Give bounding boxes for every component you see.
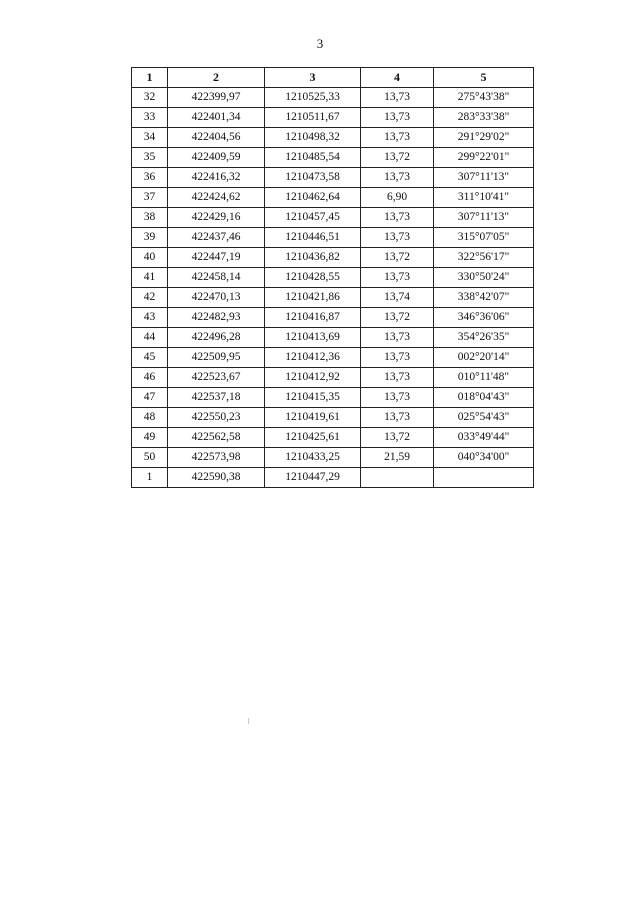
table-row — [132, 468, 534, 488]
table-cell-col-5: 354°26'35" — [434, 328, 534, 348]
table-cell-col-2: 422399,97 — [168, 88, 265, 108]
table-cell-col-3: 1210416,87 — [265, 308, 361, 328]
coordinates-table-container — [131, 67, 533, 488]
table-cell-col-2: 422550,23 — [168, 408, 265, 428]
page-number: 3 — [316, 36, 324, 51]
table-cell-col-1: 37 — [132, 188, 168, 208]
table-cell-col-4: 13,72 — [361, 248, 434, 268]
table-cell-col-3: 1210446,51 — [265, 228, 361, 248]
table-cell-col-4: 13,72 — [361, 428, 434, 448]
table-cell-col-5: 307°11'13" — [434, 168, 534, 188]
table-cell-col-2: 422429,16 — [168, 208, 265, 228]
table-cell-col-5: 346°36'06" — [434, 308, 534, 328]
table-cell-col-4: 13,73 — [361, 368, 434, 388]
table-cell-col-2: 422470,13 — [168, 288, 265, 308]
header-cell-col-3: 3 — [265, 68, 361, 88]
table-cell-col-5: 018°04'43" — [434, 388, 534, 408]
table-cell-col-3: 1210421,86 — [265, 288, 361, 308]
table-cell-col-2: 422590,38 — [168, 468, 265, 488]
table-body — [132, 88, 534, 488]
table-cell-col-3: 1210457,45 — [265, 208, 361, 228]
table-cell-col-1: 32 — [132, 88, 168, 108]
table-cell-col-4: 6,90 — [361, 188, 434, 208]
table-cell-col-1: 49 — [132, 428, 168, 448]
table-cell-col-4: 13,74 — [361, 288, 434, 308]
table-cell-col-3: 1210436,82 — [265, 248, 361, 268]
table-row — [132, 108, 534, 128]
table-cell-col-3: 1210511,67 — [265, 108, 361, 128]
table-row — [132, 288, 534, 308]
table-cell-col-4: 13,73 — [361, 408, 434, 428]
header-cell-col-5: 5 — [434, 68, 534, 88]
table-cell-col-5: 033°49'44" — [434, 428, 534, 448]
table-row — [132, 88, 534, 108]
table-row — [132, 428, 534, 448]
table-row — [132, 328, 534, 348]
table-cell-col-3: 1210447,29 — [265, 468, 361, 488]
table-cell-col-3: 1210412,92 — [265, 368, 361, 388]
table-cell-col-5: 330°50'24" — [434, 268, 534, 288]
table-cell-col-1: 36 — [132, 168, 168, 188]
table-cell-col-1: 38 — [132, 208, 168, 228]
table-cell-col-2: 422523,67 — [168, 368, 265, 388]
table-cell-col-4: 13,73 — [361, 228, 434, 248]
table-cell-col-2: 422562,58 — [168, 428, 265, 448]
table-cell-col-5: 322°56'17" — [434, 248, 534, 268]
table-row — [132, 308, 534, 328]
table-cell-col-3: 1210498,32 — [265, 128, 361, 148]
table-cell-col-2: 422404,56 — [168, 128, 265, 148]
table-cell-col-5: 275°43'38" — [434, 88, 534, 108]
header-cell-col-2: 2 — [168, 68, 265, 88]
table-cell-col-1: 48 — [132, 408, 168, 428]
table-cell-col-1: 50 — [132, 448, 168, 468]
table-cell-col-3: 1210473,58 — [265, 168, 361, 188]
table-cell-col-1: 1 — [132, 468, 168, 488]
table-cell-col-2: 422496,28 — [168, 328, 265, 348]
table-cell-col-1: 44 — [132, 328, 168, 348]
table-cell-col-3: 1210428,55 — [265, 268, 361, 288]
table-row — [132, 208, 534, 228]
table-cell-col-4: 21,59 — [361, 448, 434, 468]
table-cell-col-4: 13,73 — [361, 388, 434, 408]
table-cell-col-1: 43 — [132, 308, 168, 328]
table-cell-col-3: 1210433,25 — [265, 448, 361, 468]
table-cell-col-2: 422509,95 — [168, 348, 265, 368]
table-cell-col-3: 1210415,35 — [265, 388, 361, 408]
table-cell-col-2: 422447,19 — [168, 248, 265, 268]
table-cell-col-1: 42 — [132, 288, 168, 308]
table-cell-col-2: 422482,93 — [168, 308, 265, 328]
table-cell-col-5: 299°22'01" — [434, 148, 534, 168]
coordinates-table — [131, 67, 534, 488]
table-row — [132, 248, 534, 268]
table-cell-col-2: 422416,32 — [168, 168, 265, 188]
table-cell-col-1: 33 — [132, 108, 168, 128]
table-row — [132, 408, 534, 428]
table-cell-col-1: 34 — [132, 128, 168, 148]
table-cell-col-5: 025°54'43" — [434, 408, 534, 428]
table-cell-col-1: 45 — [132, 348, 168, 368]
table-cell-col-1: 40 — [132, 248, 168, 268]
table-cell-col-2: 422437,46 — [168, 228, 265, 248]
table-row — [132, 148, 534, 168]
table-row — [132, 388, 534, 408]
table-row — [132, 168, 534, 188]
table-cell-col-4: 13,73 — [361, 348, 434, 368]
header-row — [132, 68, 534, 88]
table-row — [132, 348, 534, 368]
table-cell-col-2: 422401,34 — [168, 108, 265, 128]
table-cell-col-1: 46 — [132, 368, 168, 388]
table-cell-col-1: 47 — [132, 388, 168, 408]
table-cell-col-3: 1210425,61 — [265, 428, 361, 448]
table-cell-col-5: 040°34'00" — [434, 448, 534, 468]
table-cell-col-3: 1210485,54 — [265, 148, 361, 168]
table-cell-col-4: 13,73 — [361, 208, 434, 228]
table-cell-col-2: 422409,59 — [168, 148, 265, 168]
table-cell-col-5: 291°29'02" — [434, 128, 534, 148]
scan-artifact-mark — [248, 718, 249, 724]
table-cell-col-3: 1210462,64 — [265, 188, 361, 208]
table-cell-col-5: 283°33'38" — [434, 108, 534, 128]
header-cell-col-4: 4 — [361, 68, 434, 88]
table-cell-col-5: 338°42'07" — [434, 288, 534, 308]
table-row — [132, 228, 534, 248]
table-cell-col-2: 422458,14 — [168, 268, 265, 288]
table-row — [132, 448, 534, 468]
table-cell-col-5 — [434, 468, 534, 488]
table-cell-col-4: 13,73 — [361, 128, 434, 148]
table-cell-col-4 — [361, 468, 434, 488]
table-cell-col-4: 13,72 — [361, 148, 434, 168]
table-cell-col-1: 35 — [132, 148, 168, 168]
table-cell-col-2: 422573,98 — [168, 448, 265, 468]
table-cell-col-5: 311°10'41" — [434, 188, 534, 208]
table-cell-col-5: 307°11'13" — [434, 208, 534, 228]
table-row — [132, 128, 534, 148]
table-cell-col-3: 1210419,61 — [265, 408, 361, 428]
table-cell-col-3: 1210413,69 — [265, 328, 361, 348]
table-cell-col-4: 13,73 — [361, 328, 434, 348]
table-header — [132, 68, 534, 88]
table-cell-col-5: 315°07'05" — [434, 228, 534, 248]
table-cell-col-4: 13,73 — [361, 88, 434, 108]
table-cell-col-4: 13,73 — [361, 168, 434, 188]
table-row — [132, 368, 534, 388]
table-cell-col-5: 010°11'48" — [434, 368, 534, 388]
table-row — [132, 188, 534, 208]
table-cell-col-1: 41 — [132, 268, 168, 288]
table-cell-col-4: 13,72 — [361, 308, 434, 328]
table-cell-col-3: 1210525,33 — [265, 88, 361, 108]
table-cell-col-2: 422424,62 — [168, 188, 265, 208]
table-cell-col-2: 422537,18 — [168, 388, 265, 408]
table-cell-col-3: 1210412,36 — [265, 348, 361, 368]
table-cell-col-4: 13,73 — [361, 108, 434, 128]
header-cell-col-1: 1 — [132, 68, 168, 88]
table-row — [132, 268, 534, 288]
table-cell-col-4: 13,73 — [361, 268, 434, 288]
table-cell-col-1: 39 — [132, 228, 168, 248]
table-cell-col-5: 002°20'14" — [434, 348, 534, 368]
